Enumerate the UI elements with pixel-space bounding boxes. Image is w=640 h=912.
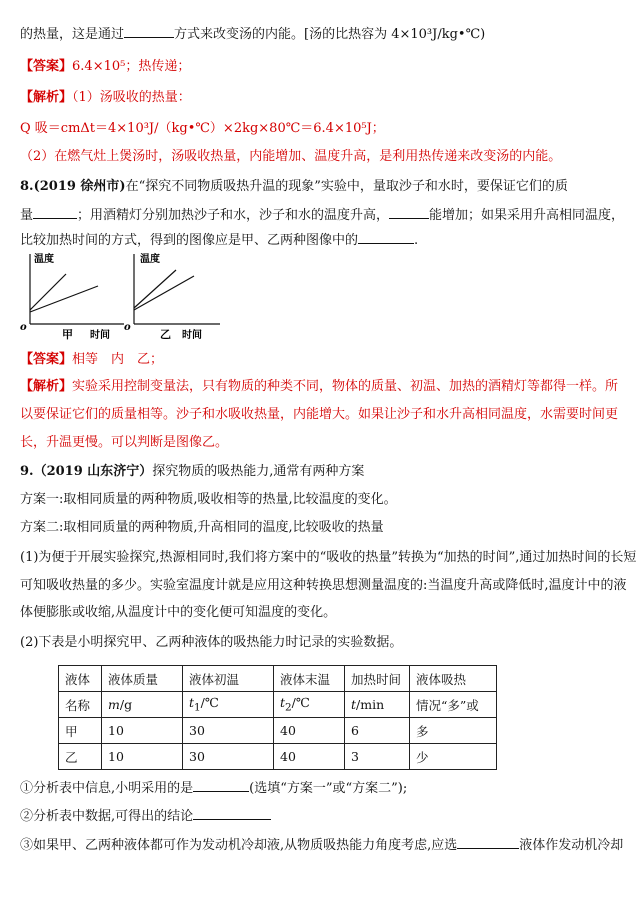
answer-blank: [389, 205, 429, 219]
question-number: 8.(2019 徐州市): [20, 179, 126, 194]
table-header-row: [59, 666, 497, 692]
analysis-tag: 【解析】: [20, 379, 73, 394]
text-segment: 能增加；如果采用升高相同温度，: [429, 208, 625, 223]
analysis-text: （1）汤吸收的热量：: [72, 90, 191, 105]
answer-blank: [33, 205, 77, 219]
analysis-tag: 【解析】: [20, 90, 73, 105]
unit-subscript: 2: [285, 701, 292, 714]
answer-blank: [124, 24, 174, 38]
graph-name: 甲: [62, 328, 73, 341]
axis-label-y: 温度: [140, 254, 160, 265]
plan-one: 方案一:取相同质量的两种物质,吸收相等的热量,比较温度的变化。: [20, 492, 397, 507]
text-segment: ；用酒精灯分别加热沙子和水，沙子和水的温度升高，: [77, 208, 390, 223]
table-cell: 10: [102, 718, 183, 744]
text-segment: 方式来改变汤的内能。[汤的比热容为 4×10³J/kg•℃): [174, 27, 486, 42]
text-line: 可知吸收热量的多少。实验室温度计就是应用这种转换思想测量温度的:当温度升高或降低时,温度计中的液: [20, 578, 627, 593]
table-header-cell: 加热时间: [345, 666, 410, 692]
analysis-text: 实验采用控制变量法，只有物质的种类不同，物体的质量、初温、加热的酒精灯等都得一样。所: [72, 379, 619, 394]
question-number: 9.（2019 山东济宁）: [20, 464, 153, 479]
text-segment: .: [414, 233, 419, 248]
graph-jia: [18, 250, 126, 342]
unit-symbol: t: [189, 695, 195, 711]
origin-label: o: [20, 322, 27, 333]
unit-text: /min: [356, 697, 385, 712]
analysis-line: [20, 377, 618, 397]
table-cell: 少: [410, 744, 497, 770]
table-header-cell: 液体初温: [183, 666, 274, 692]
text-segment: 的热量，这是通过: [20, 27, 125, 42]
table-cell: 40: [274, 718, 345, 744]
table-cell: 甲: [59, 718, 102, 744]
text-line: 体便膨胀或收缩,从温度计中的变化便可知温度的变化。: [20, 605, 337, 620]
table-header-cell: [274, 692, 345, 718]
axis-label-x: 时间: [90, 330, 110, 341]
text-segment: (选填“方案一”或“方案二”);: [249, 781, 408, 796]
answer-blank: [193, 806, 271, 820]
unit-text: /g: [119, 697, 133, 712]
table-cell: 40: [274, 744, 345, 770]
answer-blank: [457, 835, 519, 849]
table-header-cell: 液体末温: [274, 666, 345, 692]
answer-line: [20, 350, 618, 370]
data-table: [58, 665, 497, 770]
axis-label-y: 温度: [34, 254, 54, 265]
answer-text: 6.4×10⁵；热传递；: [72, 59, 191, 74]
text-segment: 探究物质的吸热能力,通常有两种方案: [152, 464, 365, 479]
table-cell: 多: [410, 718, 497, 744]
unit-symbol: t: [351, 697, 357, 712]
text-line: (1)为便于开展实验探究,热源相同时,我们将方案中的“吸收的热量”转换为“加热的时间”,通过加热时间的长短: [20, 550, 637, 565]
formula-line: Q 吸＝cmΔt＝4×10³J/（kg•℃）×2kg×80℃＝6.4×10⁵J；: [20, 121, 385, 136]
table-header-cell: [183, 692, 274, 718]
plan-two: 方案二:取相同质量的两种物质,升高相同的温度,比较吸收的热量: [20, 520, 384, 535]
table-header-row: [59, 692, 497, 718]
table-cell: 3: [345, 744, 410, 770]
table-cell: 乙: [59, 744, 102, 770]
sub-question-1: [20, 778, 618, 799]
text-segment: ①分析表中信息,小明采用的是: [20, 781, 194, 796]
graph-yi: [122, 250, 222, 342]
text-segment: ③如果甲、乙两种液体都可作为发动机冷却液,从物质吸热能力角度考虑,应选: [20, 838, 458, 853]
analysis-line: （2）在燃气灶上煲汤时，汤吸收热量，内能增加、温度升高，是利用热传递来改变汤的内能。: [20, 149, 562, 164]
table-row: [59, 744, 497, 770]
table-header-cell: [345, 692, 410, 718]
answer-tag: 【答案】: [20, 59, 73, 74]
text-line: (2)下表是小明探究甲、乙两种液体的吸热能力时记录的实验数据。: [20, 635, 403, 650]
sub-question-2: [20, 806, 618, 827]
analysis-text: 长，升温更慢。可以判断是图像乙。: [20, 435, 229, 450]
text-line: [20, 230, 618, 251]
text-segment: 液体作发动机冷却: [519, 838, 624, 853]
table-header-cell: 名称: [59, 692, 102, 718]
answer-blank: [193, 778, 249, 792]
text-segment: 在“探究不同物质吸热升温的现象”实验中，量取沙子和水时，要保证它们的质: [125, 179, 568, 194]
answer-line: [20, 57, 618, 77]
table-header-cell: 液体质量: [102, 666, 183, 692]
graph-name: 乙: [160, 328, 171, 341]
analysis-text: 以要保证它们的质量相等。沙子和水吸收热量，内能增大。如果让沙子和水升高相同温度，水需要时间更: [20, 407, 619, 422]
table-cell: 30: [183, 718, 274, 744]
unit-symbol: t: [280, 695, 286, 711]
analysis-line: [20, 88, 618, 108]
text-segment: 量: [20, 208, 34, 223]
question-9-line: [20, 462, 618, 482]
sub-question-3: [20, 835, 624, 856]
unit-symbol: m: [108, 697, 120, 712]
table-header-cell: 情况“多”或: [410, 692, 497, 718]
question-8-line: [20, 177, 618, 197]
answer-text: 相等 内 乙；: [72, 352, 164, 367]
answer-tag: 【答案】: [20, 352, 73, 367]
table-cell: 6: [345, 718, 410, 744]
table-header-cell: 液体吸热: [410, 666, 497, 692]
table-cell: 10: [102, 744, 183, 770]
table-header-cell: [102, 692, 183, 718]
text-line: [20, 24, 618, 45]
text-line: [20, 205, 625, 226]
table-row: [59, 718, 497, 744]
origin-label: o: [124, 322, 131, 333]
table-cell: 30: [183, 744, 274, 770]
unit-subscript: 1: [194, 701, 201, 714]
line-steep: [134, 270, 176, 308]
table-header-cell: 液体: [59, 666, 102, 692]
axis-label-x: 时间: [182, 330, 202, 341]
unit-text: /℃: [200, 695, 219, 711]
answer-blank: [358, 230, 414, 244]
unit-text: /℃: [291, 695, 310, 711]
text-segment: 比较加热时间的方式，得到的图像应是甲、乙两种图像中的: [20, 233, 359, 248]
text-segment: ②分析表中数据,可得出的结论: [20, 809, 194, 824]
